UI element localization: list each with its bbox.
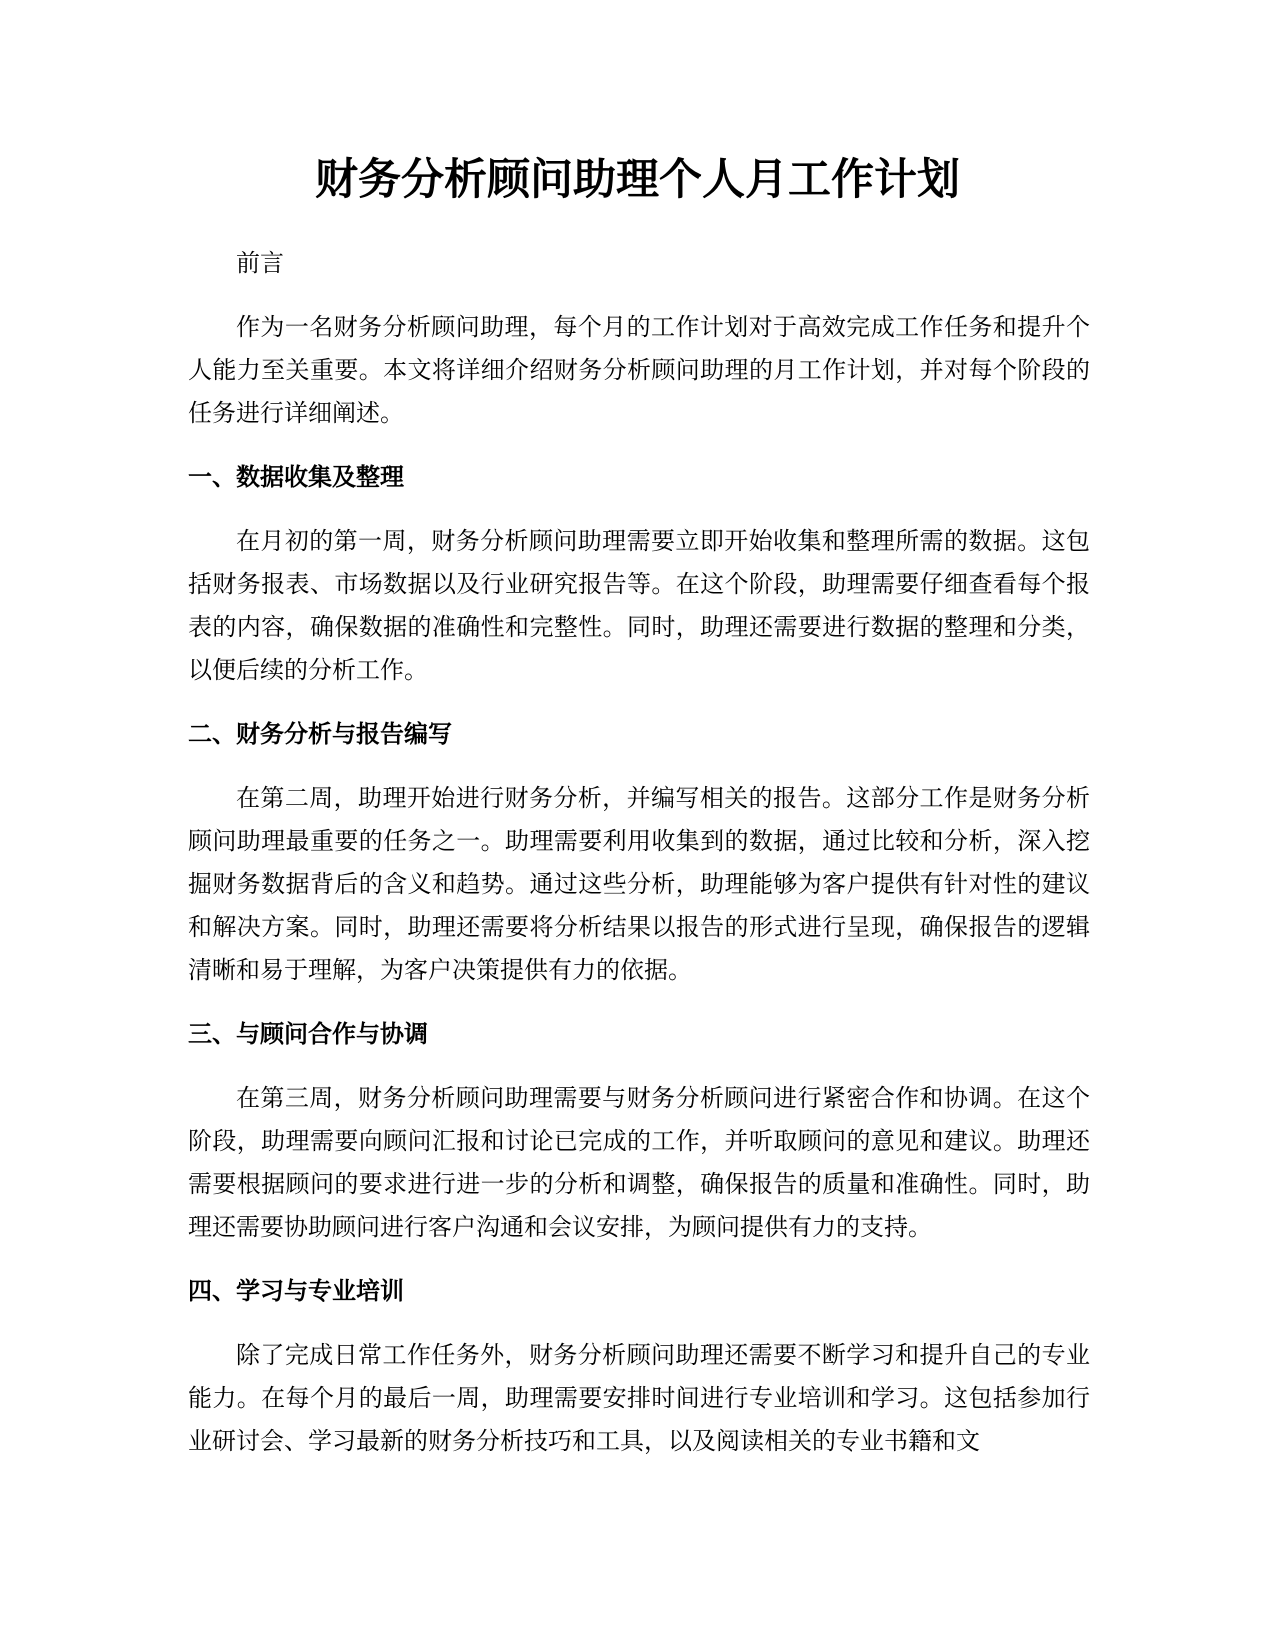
preface-label: 前言 (236, 249, 284, 277)
section-body-1: 在月初的第一周，财务分析顾问助理需要立即开始收集和整理所需的数据。这包括财务报表、市场数据以及行业研究报告等。在这个阶段，助理需要仔细查看每个报表的内容，确保数据的准确性和完整性。同时，助理还需要进行数据的整理和分类，以便后续的分析工作。 (188, 527, 1090, 684)
intro-paragraph: 作为一名财务分析顾问助理，每个月的工作计划对于高效完成工作任务和提升个人能力至关重要。本文将详细介绍财务分析顾问助理的月工作计划，并对每个阶段的任务进行详细阐述。 (188, 313, 1090, 427)
document-body (188, 242, 1090, 1484)
section-body-4: 除了完成日常工作任务外，财务分析顾问助理还需要不断学习和提升自己的专业能力。在每个月的最后一周，助理需要安排时间进行专业培训和学习。这包括参加行业研讨会、学习最新的财务分析技巧和工具，以及阅读相关的专业书籍和文 (188, 1341, 1090, 1455)
section-heading-1: 一、数据收集及整理 (188, 463, 404, 491)
section-body-2: 在第二周，助理开始进行财务分析，并编写相关的报告。这部分工作是财务分析顾问助理最重要的任务之一。助理需要利用收集到的数据，通过比较和分析，深入挖掘财务数据背后的含义和趋势。通过这些分析，助理能够为客户提供有针对性的建议和解决方案。同时，助理还需要将分析结果以报告的形式进行呈现，确保报告的逻辑清晰和易于理解，为客户决策提供有力的依据。 (188, 784, 1090, 984)
section-body-3: 在第三周，财务分析顾问助理需要与财务分析顾问进行紧密合作和协调。在这个阶段，助理需要向顾问汇报和讨论已完成的工作，并听取顾问的意见和建议。助理还需要根据顾问的要求进行进一步的分析和调整，确保报告的质量和准确性。同时，助理还需要协助顾问进行客户沟通和会议安排，为顾问提供有力的支持。 (188, 1084, 1090, 1241)
section-heading-2: 二、财务分析与报告编写 (188, 720, 452, 748)
section-heading-3: 三、与顾问合作与协调 (188, 1020, 428, 1048)
document-title: 财务分析顾问助理个人月工作计划 (315, 155, 960, 205)
section-heading-4: 四、学习与专业培训 (188, 1277, 404, 1305)
